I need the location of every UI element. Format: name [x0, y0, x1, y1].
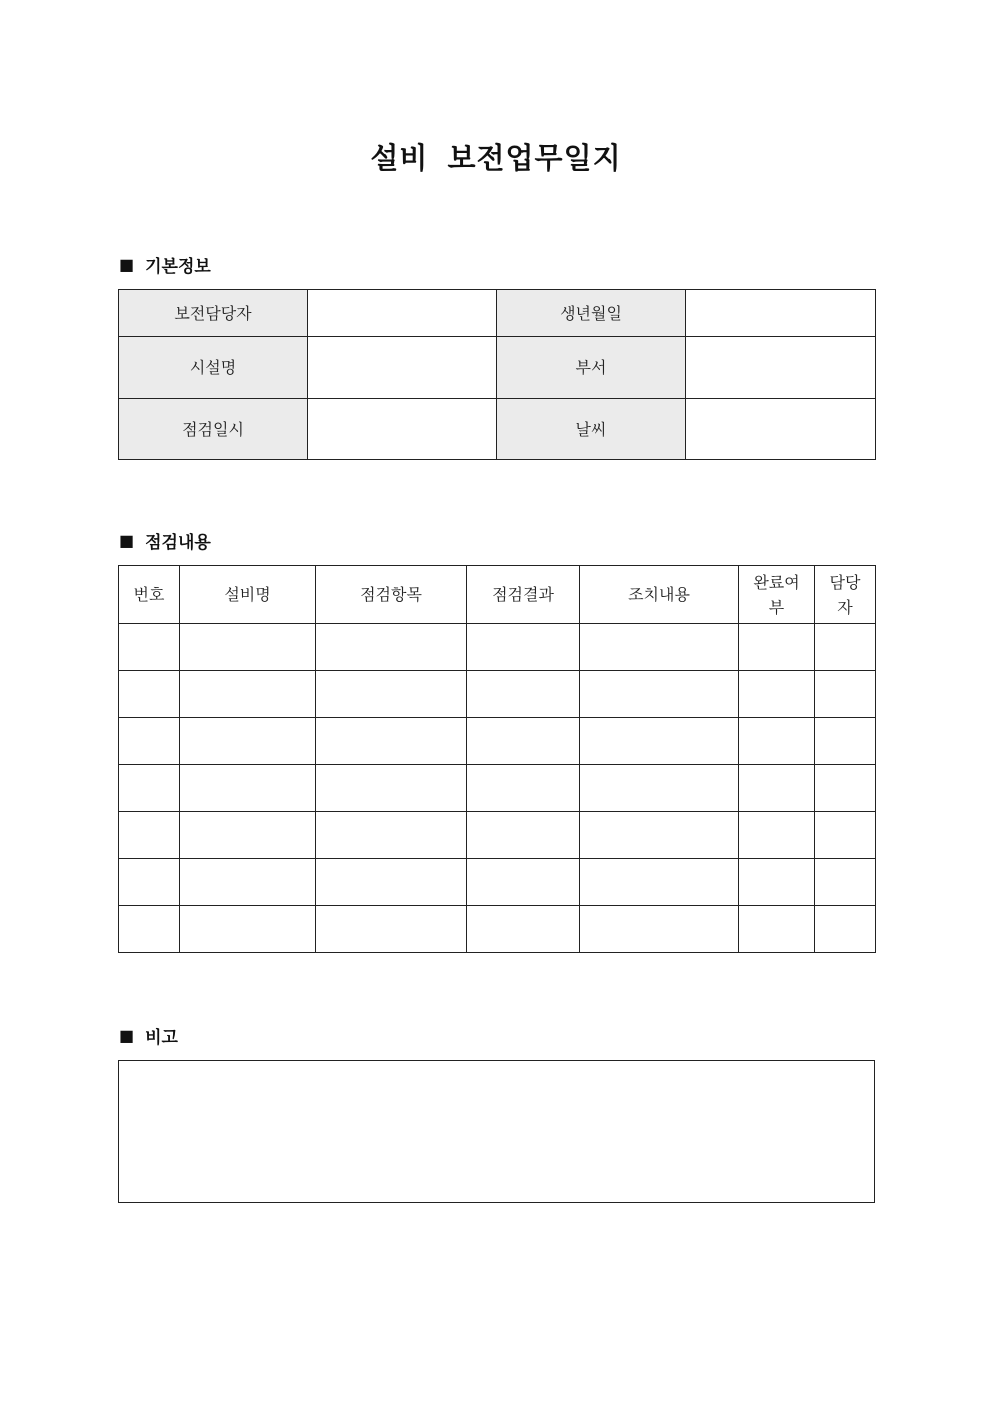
action-taken-cell[interactable]	[580, 718, 739, 765]
equipment-name-cell[interactable]	[180, 765, 316, 812]
inspection-header-row	[119, 566, 876, 624]
column-header-number: 번호	[119, 566, 180, 624]
equipment-name-cell[interactable]	[180, 624, 316, 671]
action-taken-cell[interactable]	[580, 671, 739, 718]
basic-info-row	[119, 337, 876, 399]
department-field[interactable]	[686, 337, 876, 399]
action-taken-cell[interactable]	[580, 624, 739, 671]
square-bullet-icon: ■	[119, 531, 135, 550]
table-row	[119, 671, 876, 718]
completion-status-cell[interactable]	[739, 859, 815, 906]
equipment-name-cell[interactable]	[180, 812, 316, 859]
inspection-result-cell[interactable]	[467, 812, 580, 859]
basic-info-heading	[119, 252, 211, 277]
inspection-table	[118, 565, 876, 953]
person-in-charge-cell[interactable]	[815, 624, 876, 671]
maintenance-manager-field[interactable]	[308, 290, 497, 337]
person-in-charge-cell[interactable]	[815, 718, 876, 765]
page-title: 설비 보전업무일지	[370, 141, 622, 175]
column-header-completion-status: 완료여 부	[739, 566, 815, 624]
action-taken-cell[interactable]	[580, 859, 739, 906]
label-maintenance-manager: 보전담당자	[119, 290, 308, 337]
basic-info-row	[119, 399, 876, 460]
table-row	[119, 718, 876, 765]
facility-name-field[interactable]	[308, 337, 497, 399]
inspection-heading	[119, 528, 211, 553]
inspection-item-cell[interactable]	[316, 624, 467, 671]
remarks-field[interactable]	[118, 1060, 875, 1203]
inspection-datetime-field[interactable]	[308, 399, 497, 460]
label-birth-date: 생년월일	[497, 290, 686, 337]
table-row	[119, 812, 876, 859]
table-row	[119, 624, 876, 671]
label-department: 부서	[497, 337, 686, 399]
number-cell[interactable]	[119, 812, 180, 859]
label-inspection-datetime: 점검일시	[119, 399, 308, 460]
inspection-result-cell[interactable]	[467, 671, 580, 718]
square-bullet-icon: ■	[119, 255, 135, 274]
inspection-item-cell[interactable]	[316, 859, 467, 906]
person-in-charge-cell[interactable]	[815, 812, 876, 859]
inspection-result-cell[interactable]	[467, 906, 580, 953]
number-cell[interactable]	[119, 906, 180, 953]
number-cell[interactable]	[119, 765, 180, 812]
column-header-equipment-name: 설비명	[180, 566, 316, 624]
basic-info-row	[119, 290, 876, 337]
number-cell[interactable]	[119, 718, 180, 765]
person-in-charge-cell[interactable]	[815, 906, 876, 953]
completion-status-cell[interactable]	[739, 906, 815, 953]
equipment-name-cell[interactable]	[180, 859, 316, 906]
equipment-name-cell[interactable]	[180, 671, 316, 718]
inspection-result-cell[interactable]	[467, 859, 580, 906]
action-taken-cell[interactable]	[580, 765, 739, 812]
remarks-heading	[119, 1023, 178, 1048]
table-row	[119, 765, 876, 812]
inspection-item-cell[interactable]	[316, 671, 467, 718]
remarks-heading-label: 비고	[145, 1028, 178, 1048]
square-bullet-icon: ■	[119, 1026, 135, 1045]
completion-status-cell[interactable]	[739, 718, 815, 765]
number-cell[interactable]	[119, 624, 180, 671]
label-facility-name: 시설명	[119, 337, 308, 399]
inspection-item-cell[interactable]	[316, 765, 467, 812]
table-row	[119, 859, 876, 906]
table-row	[119, 906, 876, 953]
completion-status-cell[interactable]	[739, 624, 815, 671]
completion-status-cell[interactable]	[739, 812, 815, 859]
inspection-item-cell[interactable]	[316, 812, 467, 859]
inspection-heading-label: 점검내용	[145, 533, 211, 553]
inspection-result-cell[interactable]	[467, 624, 580, 671]
birth-date-field[interactable]	[686, 290, 876, 337]
inspection-result-cell[interactable]	[467, 718, 580, 765]
basic-info-table	[118, 289, 876, 460]
action-taken-cell[interactable]	[580, 906, 739, 953]
basic-info-heading-label: 기본정보	[145, 257, 211, 277]
column-header-action-taken: 조치내용	[580, 566, 739, 624]
column-header-person-in-charge: 담당 자	[815, 566, 876, 624]
inspection-item-cell[interactable]	[316, 718, 467, 765]
label-weather: 날씨	[497, 399, 686, 460]
person-in-charge-cell[interactable]	[815, 765, 876, 812]
completion-status-cell[interactable]	[739, 765, 815, 812]
number-cell[interactable]	[119, 671, 180, 718]
weather-field[interactable]	[686, 399, 876, 460]
action-taken-cell[interactable]	[580, 812, 739, 859]
person-in-charge-cell[interactable]	[815, 671, 876, 718]
number-cell[interactable]	[119, 859, 180, 906]
inspection-result-cell[interactable]	[467, 765, 580, 812]
equipment-name-cell[interactable]	[180, 906, 316, 953]
person-in-charge-cell[interactable]	[815, 859, 876, 906]
inspection-item-cell[interactable]	[316, 906, 467, 953]
column-header-inspection-item: 점검항목	[316, 566, 467, 624]
equipment-name-cell[interactable]	[180, 718, 316, 765]
column-header-inspection-result: 점검결과	[467, 566, 580, 624]
completion-status-cell[interactable]	[739, 671, 815, 718]
